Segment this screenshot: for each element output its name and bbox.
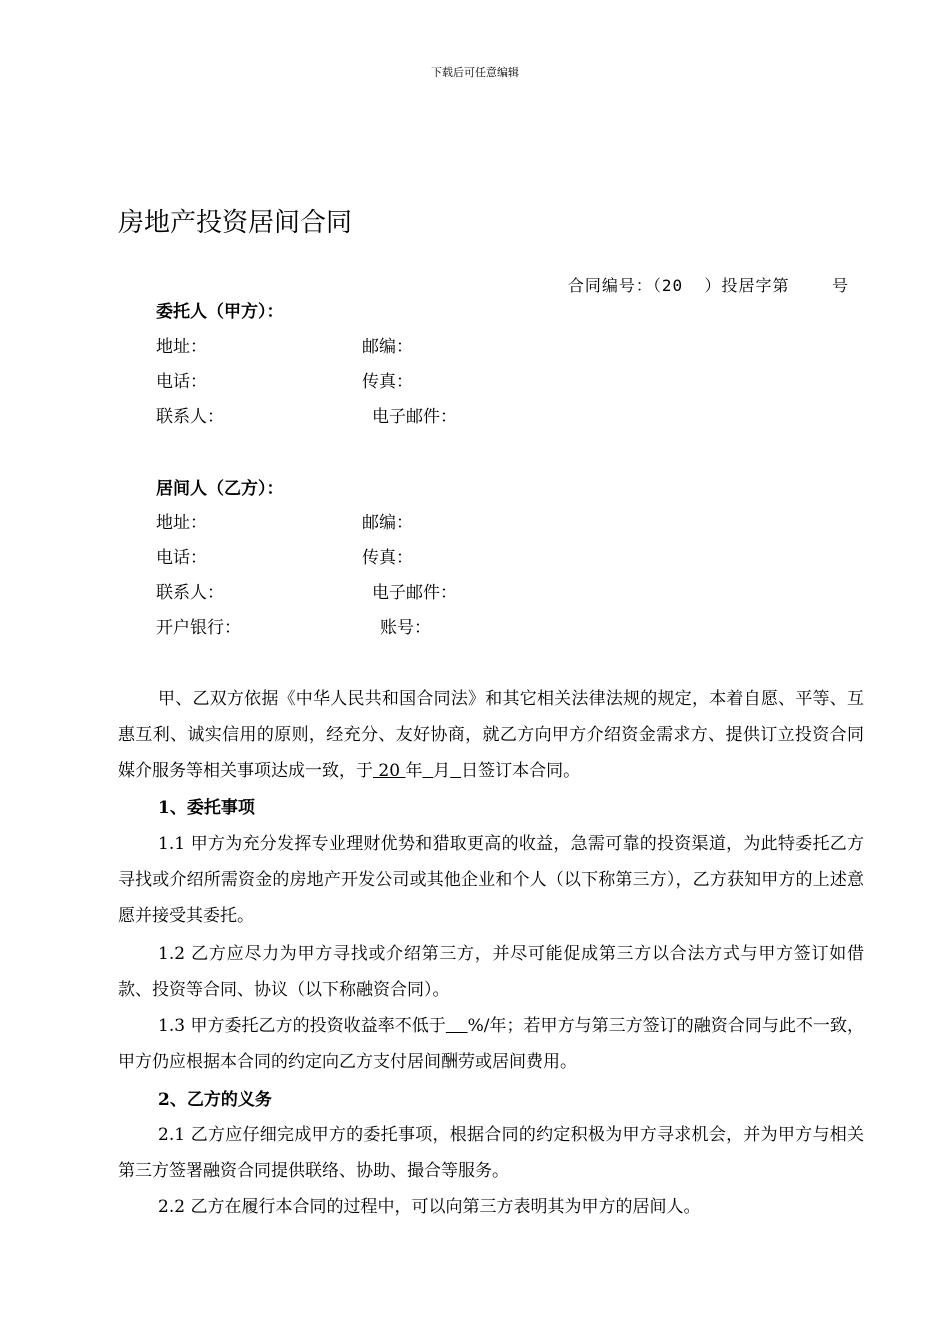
- year-unit: 年: [405, 761, 423, 781]
- party-a-postcode-label: 邮编：: [362, 337, 413, 357]
- section-2-heading: 2、乙方的义务: [158, 1090, 272, 1110]
- intro-paragraph: [118, 681, 864, 789]
- party-a-phone-label: 电话：: [156, 372, 207, 392]
- signing-month-blank: [422, 761, 433, 781]
- clause-2-2: 2.2 乙方在履行本合同的过程中，可以向第三方表明其为甲方的居间人。: [158, 1197, 701, 1217]
- yield-rate-blank: [446, 1016, 468, 1036]
- clause-1-2: 1.2 乙方应尽力为甲方寻找或介绍第三方，并尽可能促成第三方以合法方式与甲方签订如借款、投资等合同、协议（以下称融资合同）。: [118, 944, 864, 1000]
- party-a-email-label: 电子邮件：: [372, 407, 457, 427]
- party-b-phone-label: 电话：: [156, 548, 207, 568]
- clause-1-3-text-b: %/年；若甲方与第三方签订的融资合同与此不一致，甲方仍应根据本合同的约定向乙方支付居间酬劳或居间费用。: [118, 1016, 864, 1072]
- party-b-email-label: 电子邮件：: [372, 583, 457, 603]
- section-1-heading: 1、委托事项: [158, 798, 255, 818]
- party-b-fax-label: 传真：: [362, 548, 413, 568]
- party-b-contact-label: 联系人：: [156, 583, 224, 603]
- party-b-address-label: 地址：: [156, 513, 207, 533]
- intro-tail: 日签订本合同。: [461, 761, 581, 781]
- party-b-postcode-label: 邮编：: [362, 513, 413, 533]
- intro-text: 甲、乙双方依据《中华人民共和国合同法》和其它相关法律法规的规定，本着自愿、平等、互惠互利、诚实信用的原则，经充分、友好协商，就乙方向甲方介绍资金需求方、提供订立投资合同媒介服务等相关事项达成一致，于: [118, 689, 864, 781]
- contract-number: 合同编号：（20 ）投居字第 号: [567, 276, 849, 295]
- document-title: 房地产投资居间合同: [118, 208, 353, 238]
- party-b-heading: 居间人（乙方）：: [156, 479, 284, 499]
- clause-1-1: 1.1 甲方为充分发挥专业理财优势和猎取更高的收益，急需可靠的投资渠道，为此特委托乙方寻找或介绍所需资金的房地产开发公司或其他企业和个人（以下称第三方），乙方获知甲方的上述意愿并接受其委托。: [118, 834, 864, 926]
- party-a-fax-label: 传真：: [362, 372, 413, 392]
- party-a-address-label: 地址：: [156, 337, 207, 357]
- signing-day-blank: [450, 761, 461, 781]
- party-a-contact-label: 联系人：: [156, 407, 224, 427]
- month-unit: 月: [433, 761, 451, 781]
- signing-year: 20: [373, 761, 406, 781]
- party-b-account-label: 账号：: [380, 618, 431, 638]
- clause-1-3: [118, 1008, 864, 1080]
- header-note: 下载后可任意编辑: [431, 66, 519, 79]
- party-a-heading: 委托人（甲方）：: [156, 302, 284, 322]
- clause-1-3-text-a: 1.3 甲方委托乙方的投资收益率不低于: [158, 1016, 446, 1036]
- clause-2-1: 2.1 乙方应仔细完成甲方的委托事项，根据合同的约定积极为甲方寻求机会，并为甲方与相关第三方签署融资合同提供联络、协助、撮合等服务。: [118, 1125, 864, 1181]
- party-b-bank-label: 开户银行：: [156, 618, 241, 638]
